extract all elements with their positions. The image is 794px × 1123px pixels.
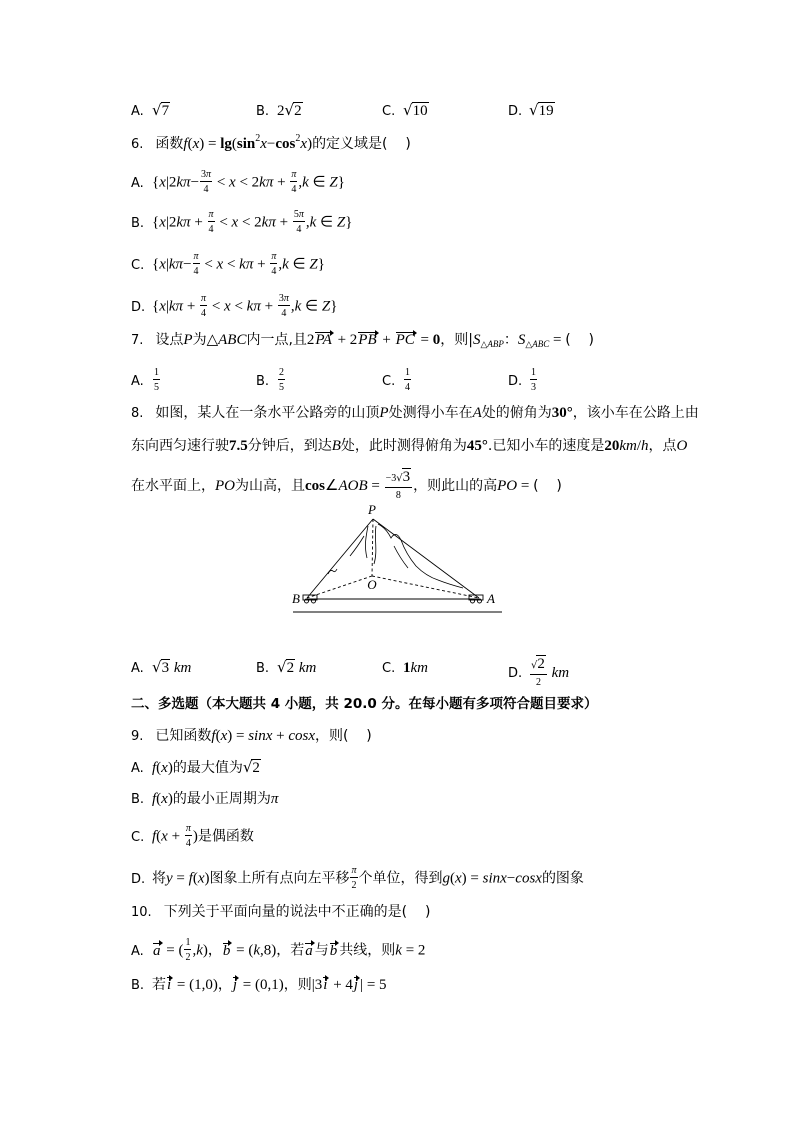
q6-option-b[interactable]	[131, 209, 353, 235]
math-run: 2	[535, 677, 541, 689]
question-number: 8.	[131, 406, 144, 421]
math-run: 2	[279, 367, 284, 378]
fraction	[290, 168, 297, 195]
text-run: 在水平面上，	[131, 478, 215, 495]
text-run: ，则此山的高	[413, 478, 498, 495]
label-a: A	[487, 591, 495, 606]
math-run: π	[193, 251, 199, 262]
math-run: ,k ∈ Z}	[278, 256, 325, 273]
option-label: A.	[131, 661, 144, 676]
q7-option-c[interactable]	[382, 367, 412, 394]
option-label: C.	[382, 104, 396, 119]
option-label: B.	[131, 978, 145, 993]
option-label: A.	[131, 104, 144, 119]
fraction-denominator	[530, 675, 547, 688]
option-label: B.	[256, 104, 270, 119]
q8-option-d[interactable]	[508, 657, 569, 689]
math-run: f(x) = sinx + cosx	[211, 728, 316, 744]
fraction-numerator	[278, 292, 290, 306]
math-run: −3	[385, 473, 397, 484]
square-root	[152, 659, 170, 677]
text-run: 的最大值为	[172, 760, 243, 776]
square-root	[396, 469, 411, 486]
superscript: 2	[255, 133, 261, 144]
text-run: ，则	[283, 977, 312, 993]
option-label: C.	[131, 257, 145, 273]
math-run: 4	[405, 382, 410, 393]
text-run: 函数	[155, 136, 184, 152]
fraction	[200, 292, 207, 319]
math-run: km	[173, 660, 192, 676]
subscript: △ABC	[525, 339, 550, 349]
q10-stem	[131, 901, 430, 923]
math-run: f(x)	[152, 760, 173, 776]
vector: PB	[358, 332, 377, 348]
q8-option-a[interactable]	[131, 657, 191, 680]
math-run: π	[271, 251, 277, 262]
fraction-numerator	[290, 168, 297, 182]
bold-run: 1	[403, 660, 411, 676]
q7-option-b[interactable]	[256, 367, 286, 394]
math-run: f(x +	[152, 828, 184, 845]
option-label: C.	[382, 661, 396, 676]
dashed-p-o	[372, 519, 373, 576]
question-number: 10.	[131, 905, 152, 920]
text-run: 若	[152, 977, 166, 993]
option-label: A.	[131, 761, 144, 776]
fraction-numerator	[293, 208, 305, 222]
fraction-numerator	[385, 469, 413, 488]
math-run: < x < 2kπ +	[215, 214, 292, 231]
text-run: 图象上所有点向左平移	[209, 870, 350, 887]
fraction-numerator	[270, 250, 277, 264]
vector: j	[232, 977, 238, 993]
square-root	[277, 659, 295, 677]
math-run: < x < kπ +	[200, 256, 270, 273]
text-run: 为山高，且	[235, 478, 305, 495]
text-run: 的定义域是( )	[312, 136, 411, 152]
option-label: B.	[131, 792, 145, 807]
text-run: ，	[207, 942, 222, 959]
question-number: 7.	[131, 333, 144, 348]
fraction-denominator	[278, 306, 290, 319]
text-run: 将	[152, 870, 166, 887]
math-run: 4	[296, 224, 302, 235]
math-run: 1	[185, 937, 191, 948]
math-run: {x|2kπ +	[152, 214, 207, 231]
fraction-numerator	[153, 366, 160, 380]
math-run: 4	[185, 838, 191, 849]
text-run: ，则( )	[315, 728, 372, 744]
math-run: 2	[277, 103, 285, 119]
fraction	[184, 936, 191, 963]
vector: i	[323, 977, 328, 993]
math-run: ,k ∈ Z}	[298, 174, 345, 191]
math-run: 4	[193, 266, 199, 277]
fraction-denominator	[404, 380, 411, 393]
bold-run: 0	[432, 332, 441, 348]
vector: b	[329, 942, 338, 959]
fraction-numerator	[530, 656, 547, 675]
fraction-numerator	[530, 366, 537, 380]
option-label: B.	[131, 215, 145, 231]
math-run: 5	[154, 382, 159, 393]
fraction	[185, 822, 192, 849]
bold-run: 30°	[551, 405, 573, 421]
option-label: C.	[131, 829, 145, 845]
math-run: 4	[208, 224, 214, 235]
function-name: cos	[275, 136, 296, 152]
math-run: g(x) = sinx−cosx	[442, 870, 542, 887]
q10-option-b[interactable]	[131, 974, 387, 996]
text-run: ( )	[565, 332, 594, 348]
q5-option-a[interactable]	[131, 100, 170, 123]
q9-stem	[131, 725, 372, 747]
text-run: 处，此时测得俯角为	[340, 438, 467, 454]
option-label: A.	[131, 373, 144, 389]
math-run: A	[472, 405, 482, 421]
text-run: ，若	[276, 942, 305, 959]
math-run: + 4	[329, 977, 353, 993]
fraction	[350, 864, 357, 891]
math-run: O	[676, 438, 688, 454]
math-run: = (0,1)	[239, 977, 284, 993]
text-run: 处测得小车在	[388, 405, 473, 421]
text-run: 的图象	[541, 870, 584, 887]
math-run: ∠AOB =	[325, 478, 384, 495]
text-run: ，则|	[440, 332, 473, 348]
math-run: +	[378, 332, 395, 348]
fraction	[278, 366, 285, 393]
fraction-denominator	[350, 878, 357, 891]
dashed-o-a	[372, 576, 479, 598]
math-run: y = f(x)	[166, 870, 210, 887]
text-run: 分钟后，到达	[247, 438, 332, 454]
math-run: + 2	[333, 332, 358, 348]
math-run: S	[472, 332, 481, 348]
mountain-figure	[288, 496, 508, 618]
text-run: 处的俯角为	[481, 405, 552, 421]
fraction-denominator	[278, 380, 285, 393]
text-run: 下列关于平面向量的说法中不正确的是( )	[163, 904, 431, 920]
q9-option-d[interactable]	[131, 865, 584, 891]
vector: PC	[395, 332, 415, 348]
math-run: x−	[260, 136, 276, 152]
fraction	[293, 208, 305, 235]
text-run: 的最小正周期为	[172, 791, 271, 807]
square-root	[529, 102, 555, 120]
fraction	[200, 168, 212, 195]
math-run: {x|2kπ−	[152, 174, 200, 191]
vector: a	[153, 942, 161, 959]
text-run: 已知函数	[155, 728, 212, 744]
fraction-denominator	[185, 836, 192, 849]
fraction-denominator	[184, 950, 191, 963]
math-run: 4	[291, 184, 297, 195]
math-run: 5	[279, 382, 284, 393]
math-run: 4	[281, 308, 287, 319]
math-run: (	[231, 136, 237, 152]
text-run: 东向西匀速行驶	[131, 438, 229, 454]
math-run: π	[185, 823, 191, 834]
bold-run: 45°	[466, 438, 488, 454]
math-run: =	[416, 332, 433, 348]
math-run: 4	[201, 308, 207, 319]
text-run: ，该小车在公路上由	[572, 405, 699, 421]
math-run: f(x)	[152, 791, 173, 807]
label-b: B	[292, 591, 300, 606]
text-run: 是偶函数	[197, 828, 254, 845]
text-run: 与	[314, 942, 329, 959]
function-name: cos	[305, 478, 325, 495]
square-root	[285, 102, 303, 120]
math-run: ,k ∈ Z}	[305, 214, 353, 231]
q8-option-b[interactable]	[256, 657, 316, 680]
q9-option-c[interactable]	[131, 823, 254, 849]
math-run: = (	[162, 942, 184, 959]
radicand: 2	[286, 660, 295, 676]
fraction	[270, 250, 277, 277]
fraction-denominator	[193, 264, 200, 277]
math-run: =	[549, 332, 566, 348]
q6-option-d[interactable]	[131, 293, 338, 319]
fraction-denominator	[293, 222, 305, 235]
fraction-numerator	[185, 822, 192, 836]
option-label: D.	[508, 373, 523, 389]
math-run: P	[183, 332, 193, 348]
text-run: 个单位，得到	[358, 870, 443, 887]
math-run: )	[192, 828, 198, 845]
superscript: 2	[295, 133, 301, 144]
q9-option-a[interactable]	[131, 757, 261, 779]
math-run: < x < 2kπ +	[213, 174, 290, 191]
text-run: 共线，则	[339, 942, 396, 959]
math-run: {x|kπ +	[152, 298, 200, 315]
fraction-denominator	[530, 380, 537, 393]
math-run: km/h	[619, 438, 649, 454]
math-run: 3π	[201, 169, 212, 180]
q7-option-a[interactable]	[131, 367, 161, 394]
math-run: x)	[300, 136, 313, 152]
bold-run: 20	[604, 438, 620, 454]
math-run: △ABC	[206, 332, 247, 348]
vector: i	[167, 977, 172, 993]
option-label: B.	[256, 373, 270, 389]
math-run: π	[351, 865, 357, 876]
option-label: D.	[508, 104, 523, 119]
fraction	[208, 208, 215, 235]
fraction	[153, 366, 160, 393]
fraction-denominator	[208, 222, 215, 235]
vector: a	[305, 942, 313, 959]
option-label: D.	[131, 871, 146, 887]
math-run: 5π	[293, 209, 304, 220]
fraction-denominator	[200, 306, 207, 319]
math-run: 1	[531, 367, 536, 378]
fraction-numerator	[404, 366, 411, 380]
bold-run: 7.5	[229, 438, 248, 454]
math-run: 2	[351, 880, 357, 891]
option-label: D.	[131, 299, 146, 315]
fraction-numerator	[184, 936, 191, 950]
q5-option-b[interactable]	[256, 100, 303, 123]
fraction	[404, 366, 411, 393]
math-run: km	[410, 660, 428, 676]
text-run: 如图，某人在一条水平公路旁的山顶	[155, 405, 380, 421]
fraction-numerator	[208, 208, 215, 222]
math-run: 2	[185, 952, 191, 963]
text-run: ：	[503, 332, 518, 348]
math-run: 4	[271, 266, 277, 277]
fraction-denominator	[270, 264, 277, 277]
text-run: 为	[192, 332, 207, 348]
q9-option-b[interactable]	[131, 788, 278, 810]
option-label: A.	[131, 943, 144, 959]
fraction-denominator	[200, 182, 212, 195]
fraction-numerator	[193, 250, 200, 264]
vector: b	[222, 942, 231, 959]
square-root	[531, 656, 546, 673]
math-run: |3	[311, 977, 323, 993]
q6-option-c[interactable]	[131, 251, 325, 277]
q8-option-c[interactable]	[382, 657, 428, 680]
math-run: = (1,0)	[173, 977, 218, 993]
option-label: D.	[508, 666, 523, 682]
text-run: ，点	[648, 438, 677, 454]
fraction	[193, 250, 200, 277]
q6-option-a[interactable]	[131, 169, 345, 195]
label-p: P	[368, 502, 376, 517]
radicand: 3	[402, 469, 411, 485]
question-number: 9.	[131, 729, 144, 744]
math-run: {x|kπ−	[152, 256, 192, 273]
math-run: PO =	[497, 478, 534, 495]
radicand: 2	[537, 656, 545, 672]
fraction-numerator	[200, 168, 212, 182]
label-o: O	[367, 577, 377, 592]
vector: j	[353, 977, 359, 993]
fraction-denominator	[290, 182, 297, 195]
radicand: 3	[161, 660, 170, 676]
math-run: π	[270, 791, 279, 807]
text-run: .已知小车的速度是	[487, 438, 605, 454]
line-p-a	[373, 519, 479, 598]
fraction-numerator	[350, 864, 357, 878]
option-label: B.	[256, 661, 270, 676]
radicand: 2	[252, 760, 260, 776]
math-run: km	[551, 665, 570, 682]
line-p-b	[307, 519, 373, 598]
radicand: 19	[538, 103, 554, 119]
text-run: 内一点,且	[246, 332, 307, 348]
q8-stem-line-2	[131, 435, 687, 457]
text-run: 设点	[155, 332, 184, 348]
math-run: k = 2	[395, 942, 426, 959]
square-root	[403, 102, 429, 120]
math-run: 4	[203, 184, 209, 195]
function-name: lg	[220, 136, 232, 152]
fraction-numerator	[200, 292, 207, 306]
subscript: △ABP	[480, 339, 504, 349]
text-run: ，	[217, 977, 232, 993]
radicand: 2	[294, 103, 302, 119]
math-run: ,k ∈ Z}	[290, 298, 338, 315]
math-run: 3π	[278, 293, 289, 304]
q5-option-d[interactable]	[508, 100, 555, 123]
option-label: C.	[382, 373, 396, 389]
q7-option-d[interactable]	[508, 367, 538, 394]
math-run: | = 5	[360, 977, 387, 993]
square-root	[243, 759, 261, 777]
q8-stem-line-3	[131, 469, 562, 502]
math-run: B	[331, 438, 341, 454]
math-run: π	[291, 169, 297, 180]
math-run: ,k)	[192, 942, 208, 959]
q7-stem	[131, 329, 594, 351]
radicand: 7	[161, 103, 170, 119]
math-run: 2	[306, 332, 315, 348]
math-run: 1	[405, 367, 410, 378]
text-run: ( )	[533, 478, 562, 495]
vector: PA	[315, 332, 332, 348]
fraction	[530, 656, 547, 688]
math-run: < x < kπ +	[208, 298, 277, 315]
math-run: S	[517, 332, 526, 348]
section-title: 二、多选题（本大题共 4 小题，共 20.0 分。在每小题有多项符合题目要求）	[131, 696, 598, 712]
mountain-contour	[328, 524, 463, 588]
math-run: 1	[154, 367, 159, 378]
q8-stem-line-1	[131, 402, 699, 424]
math-run: km	[298, 660, 317, 676]
math-run: f(x) =	[183, 136, 221, 152]
function-name: sin	[236, 136, 256, 152]
fraction-denominator	[153, 380, 160, 393]
square-root	[152, 102, 170, 120]
math-run: π	[208, 209, 214, 220]
fraction	[530, 366, 537, 393]
math-run: 3	[531, 382, 536, 393]
fraction	[278, 292, 290, 319]
fraction-numerator	[278, 366, 285, 380]
math-run: π	[201, 293, 207, 304]
question-number: 6.	[131, 137, 144, 152]
math-run: 8	[395, 490, 401, 502]
math-run: P	[379, 405, 389, 421]
math-run: PO	[215, 478, 235, 495]
math-run: = (k,8)	[232, 942, 277, 959]
q5-option-c[interactable]	[382, 100, 429, 123]
option-label: A.	[131, 175, 144, 191]
q10-option-a[interactable]	[131, 937, 426, 963]
q6-stem	[131, 133, 411, 155]
radicand: 10	[412, 103, 428, 119]
